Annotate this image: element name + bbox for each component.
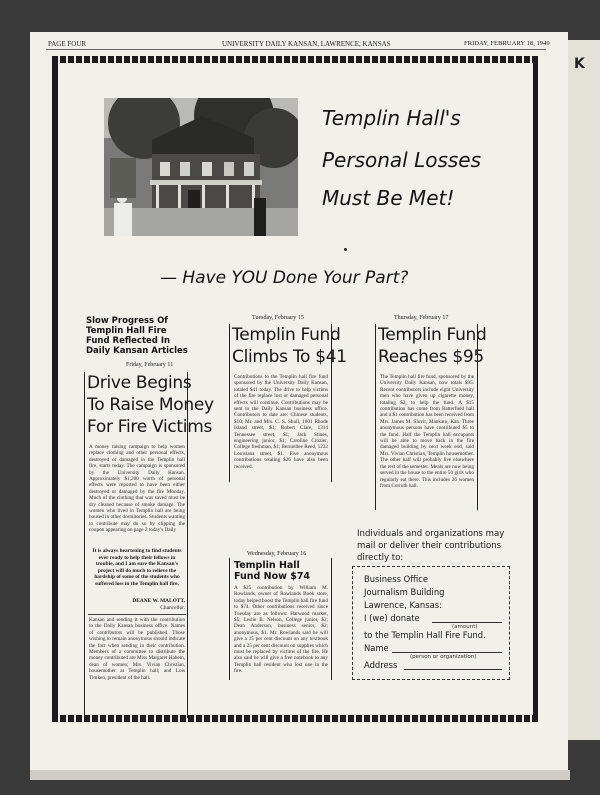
middle-article-body: Contributions to the Templin hall fire fund sponsored by the University Daily Kansan, totaled $41 today. The drive to help victims of the fire replace lost or damaged personal effects will continue. Contributions may be sent to the Daily Kansan business office. Contributors to date are: Chinese students, $10; Mr. and Mrs. C. S. Shull, 1601 Rhode Island street, $1; Robert Clare, 1314 Tennessee street, $1; Jack Stines, engineering junior, $1; Caroline Crozier, College freshman, $1; Berniellee Reed, 1232 Louisiana street, $1. Five anonymous contributions totaling $26 have also been received. [234,374,328,470]
left-column-heading: Slow Progress Of Templin Hall Fire Fund Reflected In Daily Kansan Articles [86,316,188,356]
name-hint: (person or organization) [410,654,477,660]
right-article-body: The Templin hall fire fund, sponsored by the University Daily Kansan, now totals $95. Recent contributors include eight University men who have given up cigarette money, totaling $2, to help the fund. A $15 contribution has come from Batterfield hall and a $1 contribution has been received from Mrs. James M. Slovit, Mankato, Kan. Three anonymous persons have contributed $5 to the fund. Half the Templin hall occupants will be able to move back in the fire damaged building by next week end, said Mrs. Vivian Christian, Templin housemother. The other half will probably live elsewhere the rest of the semester. Meals are now being served in the house to the entire 50 girls who regularly eat there. This includes 26 women from Corruth hall. [380,374,474,489]
right-article-headline: Templin Fund Reaches $95 [378,325,487,367]
chancellor-title: Chancellor. [160,605,185,611]
header-rule [46,49,546,50]
middle-dateline-2: Wednesday, February 16 [247,551,307,557]
name-label: Name [364,643,389,653]
headline-line-1: Templin Hall's [322,106,461,130]
coupon-line-3: Lawrence, Kansas: [364,600,442,610]
page-edge [30,770,570,780]
address-field[interactable] [404,669,502,670]
coupon-fund-line: to the Templin Hall Fire Fund. [364,630,486,640]
left-dateline: Friday, February 11 [126,362,174,368]
middle-lower-rule-left [229,558,230,680]
left-column-rule-left [84,372,85,718]
coupon-line-2: Journalism Building [364,587,445,597]
middle-dateline: Tuesday, February 15 [252,315,304,321]
tagline: — Have YOU Done Your Part? [160,268,409,288]
name-field[interactable] [392,652,502,653]
contribution-appeal: Individuals and organizations may mail or deliver their contributions directly to: [357,529,505,563]
left-article-headline: Drive Begins To Raise Money For Fire Victims [87,373,214,437]
amount-field[interactable] [432,622,502,623]
decorative-dot [344,248,347,251]
headline-line-3: Must Be Met! [322,186,455,210]
coupon-donate-label: I (we) donate [364,613,420,623]
page-number: PAGE FOUR [48,40,87,48]
chancellor-signature: DEANE W. MALOTT, [132,598,185,604]
masthead: UNIVERSITY DAILY KANSAN, LAWRENCE, KANSAS [222,40,391,48]
amount-hint: (amount) [452,624,478,630]
middle-column-rule-left [229,324,230,482]
middle-lower-rule-right [331,558,332,680]
issue-date: FRIDAY, FEBRUARY 18, 1949 [464,40,550,47]
templin-hall-photo [104,98,298,236]
adjacent-page-headline: K [574,56,585,72]
right-dateline: Thursday, February 17 [394,315,449,321]
left-article-continued: Kansan and sending it with the contribution to the Daily Kansan business office. Names of contributors will be published. Those wishing to remain anonymous should indicate the fact when sending in their contribution. Members of a committee to distribute the money contributed are Miss Margaret Habein, dean of women; Mrs. Vivian Christian, housemother at Templin hall; and Lois Timken, president of the hall. [89,617,185,681]
middle-lower-headline: Templin Hall Fund Now $74 [234,560,311,582]
coupon-line-1: Business Office [364,574,429,584]
address-label: Address [364,660,398,670]
chancellor-note: It is always heartening to find students ever ready to help their fellows in trouble, and I am sure the Kansan's project will do much to relieve the hardship of some of the students who suffered loss in the Templin hall fire. [92,548,182,587]
middle-lower-body: A $25 contribution by William M. Rowlands, owner of Rowlands Book store, today helped boost the Templin hall fire fund to $74. Other contributions received since Tuesday are as follows: Harwood market, $5; Leslie B. Nelson, College junior, $2; Dean Anderson, business senior, $2; anonymous, $1. Mr. Rowlands said he will give a 15 per cent discount on any textbook and a 25 per cent discount on supplies which must be replaced by victims of the fire. He also said he will give a free notebook to any Templin hall resident who lost one in the fire. [234,585,328,675]
headline-line-2: Personal Losses [322,148,482,172]
left-divider [88,614,186,615]
middle-article-headline: Templin Fund Climbs To $41 [232,325,347,367]
adjacent-page [568,40,600,740]
left-article-body: A money raising campaign to help women replace clothing and other personal effects, destroyed or damaged in the Templin hall fire, starts today. The campaign is sponsored by the University Daily Kansan. Approximately $1,200 worth of personal effects were reported to have been either destroyed or damaged by the fire Monday. Much of the clothing that was saved must be dry cleaned because of smoke damage. The women who lived in Templin hall are being housed in other dormitories. Students wanting to contribute may do so by clipping the coupon appearing on page 2 today's Daily [89,444,185,534]
right-column-rule-left [375,324,376,510]
